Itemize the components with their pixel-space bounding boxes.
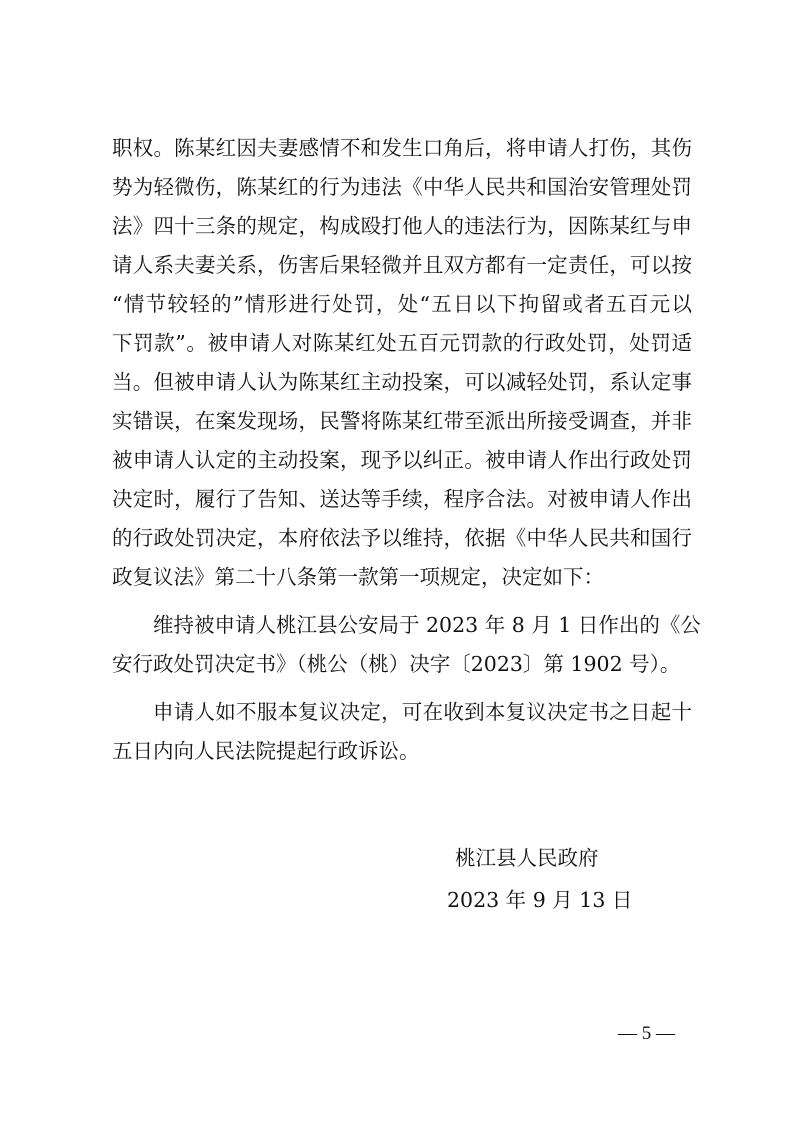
text-line: 决定时，履行了告知、送达等手续，程序合法。对被申请人作出 [112,487,692,511]
text-line: 势为轻微伤，陈某红的行为违法《中华人民共和国治安管理处罚 [112,175,692,199]
text-line: “情节较轻的”情形进行处罚，处“五日以下拘留或者五百元以 [112,292,692,316]
text-line: 下罚款”。被申请人对陈某红处五百元罚款的行政处罚，处罚适 [112,331,692,355]
text-line: 实错误，在案发现场，民警将陈某红带至派出所接受调查，并非 [112,409,692,433]
text-line: 维持被申请人桃江县公安局于 2023 年 8 月 1 日作出的《公 [153,613,701,637]
text-line: 五日内向人民法院提起行政诉讼。 [112,739,420,763]
issuing-authority: 桃江县人民政府 [455,846,599,870]
text-line: 职权。陈某红因夫妻感情不和发生口角后，将申请人打伤，其伤 [112,136,692,160]
issue-date: 2023 年 9 月 13 日 [447,888,633,912]
text-line: 请人系夫妻关系，伤害后果轻微并且双方都有一定责任，可以按 [112,253,692,277]
page-number: — 5 — [618,1023,675,1044]
text-line: 被申请人认定的主动投案，现予以纠正。被申请人作出行政处罚 [112,448,692,472]
text-line: 当。但被申请人认为陈某红主动投案，可以减轻处罚，系认定事 [112,370,692,394]
text-line: 申请人如不服本复议决定，可在收到本复议决定书之日起十 [153,700,692,724]
text-line: 法》四十三条的规定，构成殴打他人的违法行为，因陈某红与申 [112,214,692,238]
text-line: 安行政处罚决定书》（桃公（桃）决字〔2023〕第 1902 号）。 [112,652,681,676]
text-line: 政复议法》第二十八条第一款第一项规定，决定如下： [112,565,604,589]
text-line: 的行政处罚决定，本府依法予以维持，依据《中华人民共和国行 [112,526,692,550]
